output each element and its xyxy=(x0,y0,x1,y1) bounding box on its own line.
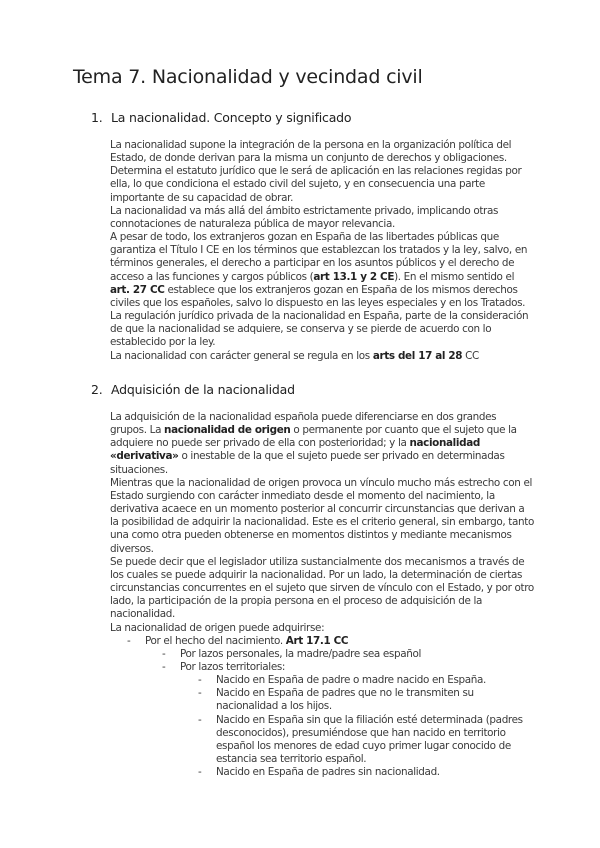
paragraph: La nacionalidad supone la integración de la persona en la organización política del Estado, de donde derivan para la misma un conjunto de derechos y obligaciones. Determina el estatuto jurídico que le será de aplicación en las relaciones regidas por ella, lo que condiciona el estado civil del sujeto, y en consecuencia una parte importante de su capacidad de obrar. xyxy=(110,139,522,204)
section-title: La nacionalidad. Concepto y significado xyxy=(111,110,352,125)
paragraph: La nacionalidad va más allá del ámbito estrictamente privado, implicando otras connotaciones de naturaleza pública de mayor relevancia. xyxy=(110,204,499,230)
list-item: - Nacido en España de padres sin nacionalidad. xyxy=(198,766,440,779)
paragraph: Mientras que la nacionalidad de origen provoca un vínculo mucho más estrecho con el Estado surgiendo con carácter inmediato desde el momento del nacimiento, la derivativa acaece en un momento posterior al concurrir circunstancias que derivan a la posibilidad de adquirir la nacionalidad. Este es el criterio general, sin embargo, tanto una como otra pueden obtenerse en momentos distintos y mediante mecanismos diversos. xyxy=(110,476,534,555)
section-1-body xyxy=(110,139,535,363)
paragraph: La nacionalidad con carácter general se regula en los arts del 17 al 28 CC xyxy=(110,349,479,362)
section-heading-2 xyxy=(91,382,295,397)
list-item: - Por el hecho del nacimiento. Art 17.1 CC xyxy=(127,634,349,647)
section-number: 1. xyxy=(91,110,103,125)
paragraph: La regulación jurídico privada de la nacionalidad en España, parte de la consideración de que la nacionalidad se adquiere, se conserva y se pierde de acuerdo con lo establecido por la ley. xyxy=(110,310,529,349)
section-heading-1 xyxy=(91,110,351,125)
paragraph: La adquisición de la nacionalidad española puede diferenciarse en dos grandes grupos. La nacionalidad de origen o permanente por cuanto que el sujeto que la adquiere no puede ser privado de ella con posterioridad; y la nacionalidad «derivativa» o inestable de la que el sujeto puede ser privado en determinadas situaciones. xyxy=(110,411,517,476)
paragraph: Se puede decir que el legislador utiliza sustancialmente dos mecanismos a través de los cuales se puede adquirir la nacionalidad. Por un lado, la determinación de ciertas circunstancias concurrentes en el sujeto que sirven de vínculo con el Estado, y por otro lado, la participación de la propia persona en el proceso de adquisición de la nacionalidad. xyxy=(110,555,534,621)
list-item: - Nacido en España sin que la filiación esté determinada (padres desconocidos), presumiéndose que han nacido en territorio español los menores de edad cuyo primer lugar conocido de estancia sea territorio español. xyxy=(198,713,523,766)
paragraph: La nacionalidad de origen puede adquirirse: xyxy=(110,621,325,634)
list-item: - Por lazos personales, la madre/padre sea español xyxy=(162,647,422,660)
page-title: Tema 7. Nacionalidad y vecindad civil xyxy=(73,66,423,88)
section-title: Adquisición de la nacionalidad xyxy=(111,382,295,397)
list-item: - Por lazos territoriales: xyxy=(162,660,286,673)
section-2-body xyxy=(110,411,535,779)
list-item: - Nacido en España de padres que no le transmiten su nacionalidad a los hijos. xyxy=(198,687,474,713)
section-number: 2. xyxy=(91,382,103,397)
list-item: - Nacido en España de padre o madre nacido en España. xyxy=(198,674,486,687)
paragraph: A pesar de todo, los extranjeros gozan en España de las libertades públicas que garantiza el Título I CE en los términos que establezcan los tratados y la ley, salvo, en términos generales, el derecho a participar en los asuntos públicos y el derecho de acceso a las funciones y cargos públicos (art 13.1 y 2 CE). En el mismo sentido el art. 27 CC establece que los extranjeros gozan en España de los mismos derechos civiles que los españoles, salvo lo dispuesto en las leyes especiales y en los Tratados. xyxy=(110,231,528,309)
